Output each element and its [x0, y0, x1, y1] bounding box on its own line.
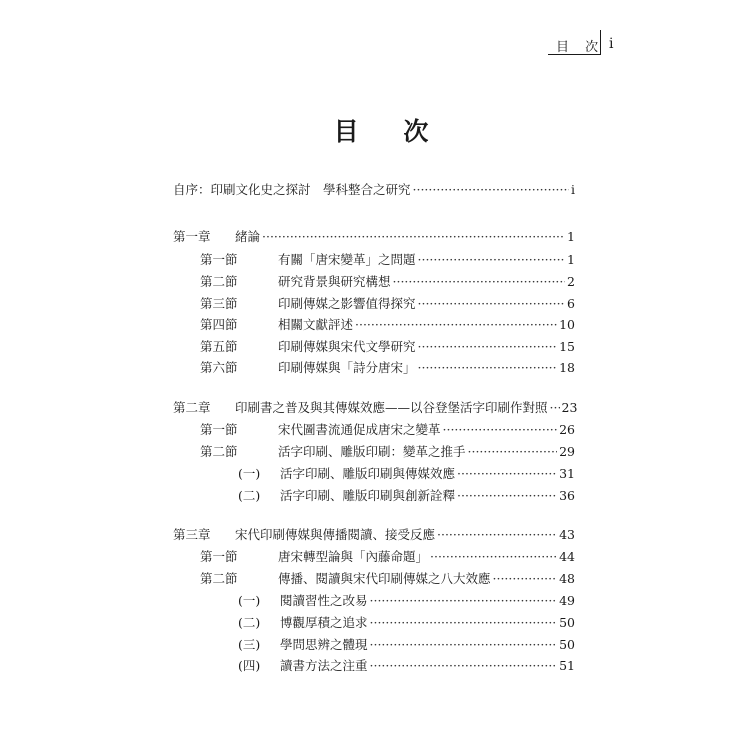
toc-entry-section: 第二節: [200, 274, 238, 289]
toc-entry-leader-dots: [262, 229, 565, 244]
toc-entry-label: 宋代印刷傳媒與傳播閱讀、接受反應: [235, 527, 436, 542]
toc-entry-page-number: 26: [559, 422, 575, 437]
toc-entry[interactable]: [200, 315, 575, 335]
toc-entry-page-number: 18: [559, 360, 575, 375]
toc-entry-page-number: 49: [559, 593, 575, 608]
toc-entry-leader-dots: [418, 339, 558, 354]
toc-entry-page-number: 50: [559, 637, 575, 652]
running-header-page-number: i: [609, 36, 614, 52]
toc-entry-page-number: 1: [567, 252, 575, 267]
toc-entry-section: 第三章: [173, 527, 211, 542]
toc-entry-label: 活字印刷、雕版印刷與創新詮釋: [280, 488, 456, 503]
toc-entry-page-number: 31: [559, 466, 575, 481]
toc-entry-page-number: 36: [559, 488, 575, 503]
toc-entry-section: (二): [238, 615, 261, 630]
toc-entry[interactable]: [173, 525, 575, 545]
toc-entry-label: 印刷傳媒與「詩分唐宋」: [278, 360, 416, 375]
toc-entry[interactable]: [200, 569, 575, 589]
toc-entry-section: 第一節: [200, 422, 238, 437]
toc-entry-leader-dots: [413, 182, 569, 197]
toc-entry[interactable]: [200, 337, 575, 357]
toc-entry-page-number: 6: [567, 296, 575, 311]
toc-entry-section: 第一章: [173, 229, 211, 244]
toc-entry-label: 宋代圖書流通促成唐宋之變革: [278, 422, 441, 437]
toc-entry[interactable]: [200, 250, 575, 270]
toc-entry[interactable]: [200, 420, 575, 440]
toc-entry-page-number: 2: [567, 274, 575, 289]
toc-entry-page-number: 15: [559, 339, 575, 354]
toc-entry[interactable]: [200, 294, 575, 314]
toc-entry-label: 印刷書之普及與其傳媒效應——以谷登堡活字印刷作對照: [235, 400, 548, 415]
toc-entry-section: 第二節: [200, 444, 238, 459]
toc-entry-leader-dots: [493, 571, 558, 586]
toc-entry-section: (四): [238, 658, 261, 673]
toc-entry-page-number: 48: [559, 571, 575, 586]
toc-entry[interactable]: [200, 272, 575, 292]
toc-entry[interactable]: [200, 442, 575, 462]
toc-entry-leader-dots: [457, 488, 557, 503]
toc-entry-section: 第二章: [173, 400, 211, 415]
toc-entry[interactable]: [238, 591, 575, 611]
toc-entry-leader-dots: [468, 444, 558, 459]
toc-entry-label: 博觀厚積之追求: [280, 615, 368, 630]
toc-entry[interactable]: [238, 656, 575, 676]
toc-entry[interactable]: [238, 613, 575, 633]
toc-entry-page-number: 44: [559, 549, 575, 564]
toc-entry-section: 第五節: [200, 339, 238, 354]
toc-entry-page-number: 1: [567, 229, 575, 244]
toc-entry[interactable]: [200, 547, 575, 567]
toc-entry-label: 自序：印刷文化史之探討 學科整合之研究: [173, 182, 411, 197]
toc-entry[interactable]: [200, 358, 575, 378]
toc-entry-label: 相關文獻評述: [278, 317, 354, 332]
toc-entry[interactable]: [173, 398, 578, 418]
toc-entry-leader-dots: [418, 360, 558, 375]
toc-entry-leader-dots: [430, 549, 557, 564]
toc-entry-section: (二): [238, 488, 261, 503]
toc-entry-leader-dots: [355, 317, 557, 332]
toc-entry-label: 學問思辨之體現: [280, 637, 368, 652]
toc-entry-label: 印刷傳媒之影響值得探究: [278, 296, 416, 311]
toc-entry-label: 閱讀習性之改易: [280, 593, 368, 608]
toc-entry-page-number: 50: [559, 615, 575, 630]
toc-entry-page-number: 29: [559, 444, 575, 459]
toc-entry[interactable]: [173, 227, 575, 247]
toc-entry-leader-dots: [550, 400, 560, 415]
toc-entry-section: (一): [238, 466, 261, 481]
toc-entry[interactable]: [238, 635, 575, 655]
toc-entry-label: 緒論: [235, 229, 261, 244]
toc-entry-label: 研究背景與研究構想: [278, 274, 391, 289]
toc-entry-leader-dots: [418, 296, 566, 311]
toc-entry-section: 第一節: [200, 549, 238, 564]
toc-entry-section: (一): [238, 593, 261, 608]
toc-entry-label: 印刷傳媒與宋代文學研究: [278, 339, 416, 354]
toc-entry-label: 傳播、閱讀與宋代印刷傳媒之八大效應: [278, 571, 491, 586]
toc-entry-section: 第三節: [200, 296, 238, 311]
toc-entry[interactable]: [173, 180, 575, 200]
toc-entry-page-number: 43: [559, 527, 575, 542]
toc-entry-section: (三): [238, 637, 261, 652]
toc-entry-page-number: 51: [559, 658, 575, 673]
toc-entry-label: 活字印刷、雕版印刷與傳媒效應: [280, 466, 456, 481]
toc-entry-label: 讀書方法之注重: [280, 658, 368, 673]
toc-entry-section: 第一節: [200, 252, 238, 267]
running-header-title: 目 次: [556, 40, 605, 55]
toc-entry-section: 第二節: [200, 571, 238, 586]
toc-entry-label: 有關「唐宋變革」之問題: [278, 252, 416, 267]
toc-entry[interactable]: [238, 464, 575, 484]
toc-entry-page-number: 10: [559, 317, 575, 332]
toc-entry-leader-dots: [457, 466, 557, 481]
toc-entry-label: 唐宋轉型論與「內藤命題」: [278, 549, 429, 564]
toc-entry-page-number: 23: [561, 400, 578, 415]
toc-entry-page-number: i: [571, 182, 575, 197]
toc-entry-leader-dots: [370, 593, 558, 608]
toc-entry-leader-dots: [443, 422, 558, 437]
toc-entry-leader-dots: [393, 274, 566, 289]
toc-entry-section: 第六節: [200, 360, 238, 375]
toc-entry-leader-dots: [370, 658, 558, 673]
toc-entry[interactable]: [238, 486, 575, 506]
toc-entry-leader-dots: [370, 637, 558, 652]
page-title: 目 次: [333, 117, 447, 146]
toc-entry-section: 第四節: [200, 317, 238, 332]
toc-entry-label: 活字印刷、雕版印刷：變革之推手: [278, 444, 466, 459]
toc-entry-leader-dots: [370, 615, 558, 630]
toc-entry-leader-dots: [418, 252, 566, 267]
toc-entry-leader-dots: [437, 527, 557, 542]
